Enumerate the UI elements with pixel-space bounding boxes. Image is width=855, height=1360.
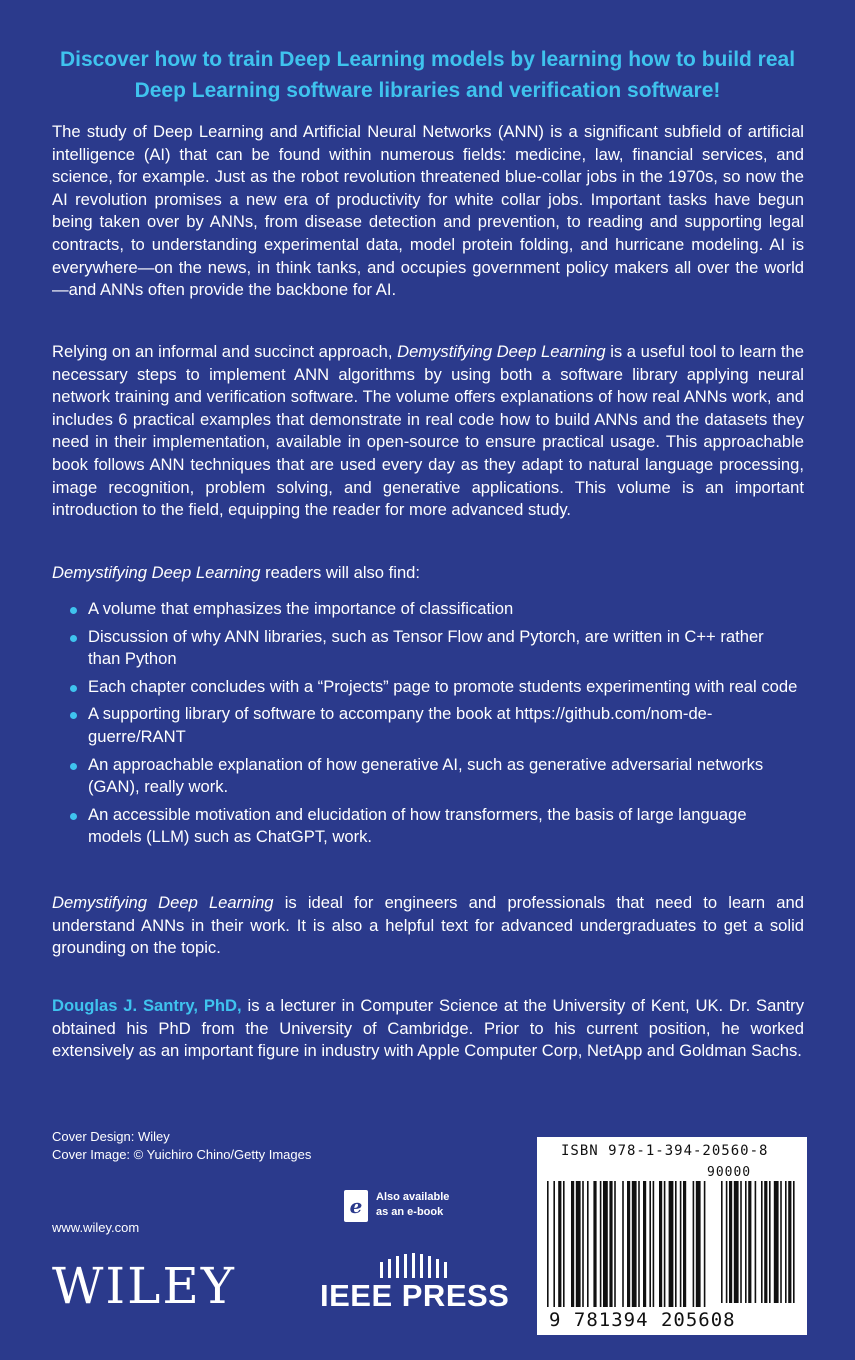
wiley-logo: WILEY (52, 1257, 236, 1315)
book-title: Demystifying Deep Learning (52, 893, 274, 912)
ebook-line-1: Also available (376, 1191, 450, 1203)
barcode (537, 1137, 807, 1335)
list-item: Each chapter concludes with a “Projects” page to promote students experimenting with real code (70, 676, 800, 699)
ieee-press-logo: IEEE PRESS (320, 1278, 510, 1313)
approach-paragraph (52, 341, 804, 522)
price-code: 90000 (707, 1165, 752, 1180)
author-bio-text: is a lecturer in Computer Science at the University of Kent, UK. Dr. Santry obtained his PhD from the University of Cambridge. Prior to his current position, he worked extensively as an important figure in industry with Apple Computer Corp, NetApp and Goldman Sachs. (52, 996, 804, 1061)
intro-paragraph: The study of Deep Learning and Artificial Neural Networks (ANN) is a significant subfield of artificial intelligence (AI) that can be found within numerous fields: medicine, law, financial services, and science, for example. Just as the robot revolution threatened blue-collar jobs in the 1970s, so now the AI revolution promises a new era of productivity for white collar jobs. Important tasks have begun being taken over by ANNs, from disease detection and prevention, to reading and supporting legal contracts, to understanding experimental data, model protein folding, and hurricane modeling. AI is everywhere—on the news, in think tanks, and occupies government policy makers all over the world —and ANNs often provide the backbone for AI. (52, 122, 804, 300)
ieee-fan-icon (374, 1252, 456, 1278)
list-item: Discussion of why ANN libraries, such as Tensor Flow and Pytorch, are written in C++ rather than Python (70, 626, 800, 671)
audience-rest: is ideal for engineers and professionals that need to learn and understand ANNs in their work. It is also a helpful text for advanced undergraduates to get a solid grounding on the topic. (52, 893, 804, 958)
ebook-line-2: as an e-book (376, 1206, 444, 1218)
feature-list (70, 598, 800, 854)
ean-digits: 9 781394 205608 (549, 1309, 736, 1331)
ebook-badge (344, 1190, 449, 1222)
ebook-icon: e (344, 1190, 368, 1222)
cover-credits (52, 1128, 311, 1164)
list-item: A volume that emphasizes the importance of classification (70, 598, 800, 621)
approach-prefix: Relying on an informal and succinct approach, (52, 342, 398, 361)
barcode-bars-icon (545, 1181, 799, 1307)
readers-find-rest: readers will also find: (260, 563, 421, 582)
audience-paragraph (52, 892, 804, 960)
book-title: Demystifying Deep Learning (52, 563, 261, 582)
list-item: An accessible motivation and elucidation of how transformers, the basis of large language models (LLM) such as ChatGPT, work. (70, 804, 800, 849)
author-name: Douglas J. Santry, PhD, (52, 996, 242, 1015)
cover-image-credit: Cover Image: © Yuichiro Chino/Getty Images (52, 1147, 312, 1162)
cover-design-credit: Cover Design: Wiley (52, 1129, 170, 1144)
readers-find-paragraph (52, 562, 804, 585)
headline: Discover how to train Deep Learning models by learning how to build real Deep Learning software libraries and verification software! (59, 48, 796, 102)
isbn-number: ISBN 978-1-394-20560-8 (561, 1143, 769, 1159)
approach-rest: is a useful tool to learn the necessary steps to implement ANN algorithms by using both a software library applying neural network training and verification software. The volume offers explanations of how real ANNs work, and includes 6 practical examples that demonstrate in real code how to build ANNs and the datasets they need in their implementation, available in open-source to ensure practical usage. This approachable book follows ANN techniques that are used every day as they adapt to natural language processing, image recognition, problem solving, and generative applications. This volume is an important introduction to the field, equipping the reader for more advanced study. (52, 342, 805, 520)
ebook-text (376, 1190, 449, 1220)
author-bio (52, 995, 804, 1063)
book-title: Demystifying Deep Learning (397, 342, 606, 361)
list-item: An approachable explanation of how generative AI, such as generative adversarial networks (GAN), really work. (70, 754, 800, 799)
list-item: A supporting library of software to accompany the book at https://github.com/nom-de-guerre/RANT (70, 703, 800, 748)
website: www.wiley.com (52, 1220, 140, 1235)
